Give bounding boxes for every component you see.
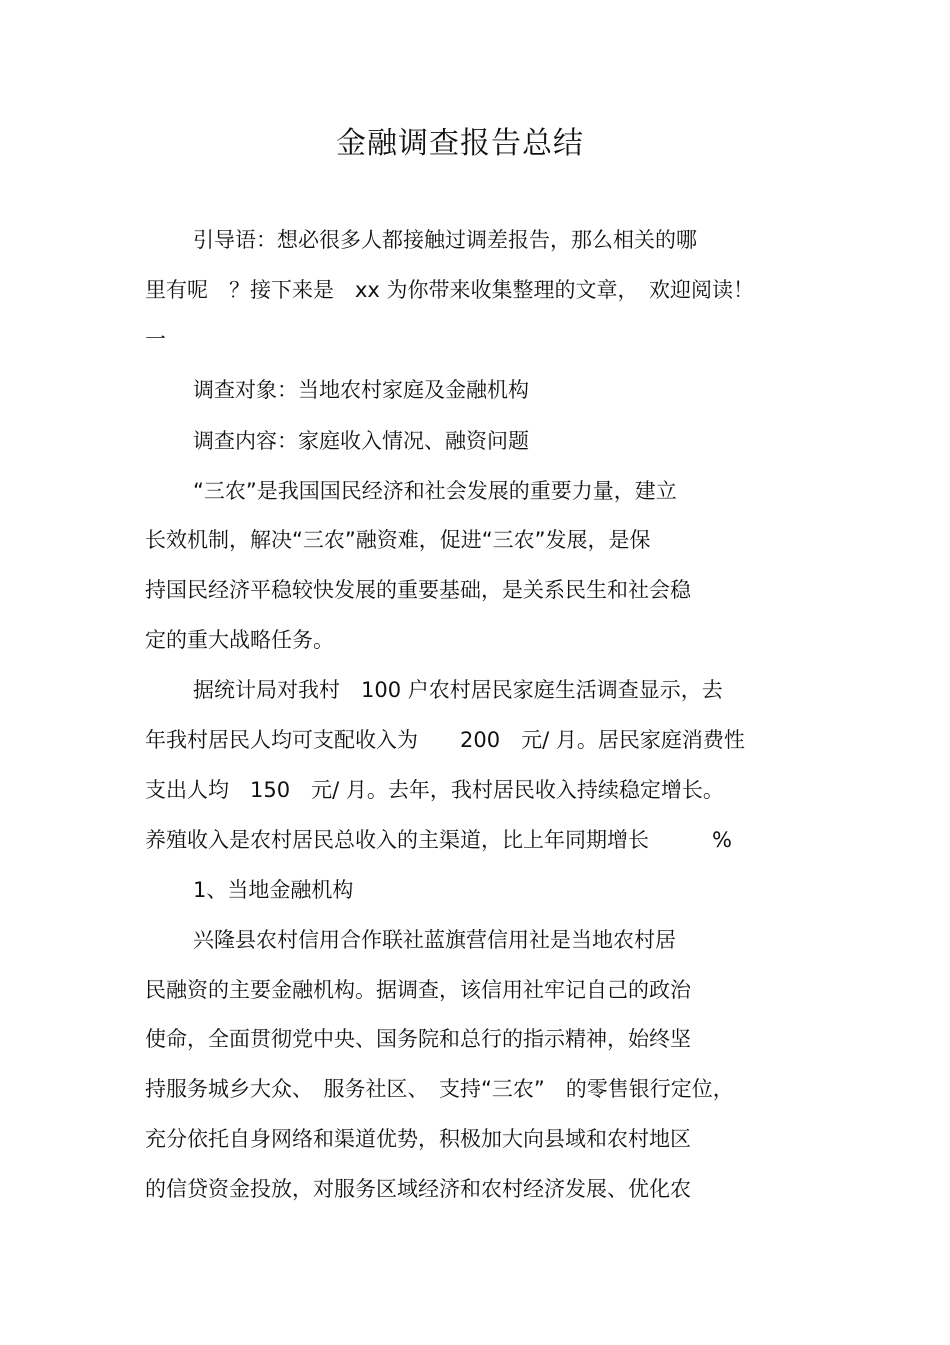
paragraph-1-line-2: 长效机制，解决“三农”融资难，促进“三农”发展，是保 [145,528,651,552]
survey-content-line: 调查内容：家庭收入情况、融资问题 [193,429,529,453]
page-title: 金融调查报告总结 [336,126,584,161]
section-heading-1: 1、当地金融机构 [193,878,354,902]
paragraph-3-line-2: 民融资的主要金融机构。据调查，该信用社牢记自己的政治 [145,978,691,1002]
paragraph-2-line-2: 年我村居民人均可支配收入为 200 元/ 月。居民家庭消费性 [145,728,745,752]
paragraph-1-line-4: 定的重大战略任务。 [145,628,334,652]
intro-line-1: 引导语：想必很多人都接触过调差报告，那么相关的哪 [193,228,697,252]
paragraph-3-line-3: 使命，全面贯彻党中央、国务院和总行的指示精神，始终坚 [145,1027,691,1051]
intro-line-2: 里有呢 ？接下来是 xx 为你带来收集整理的文章， 欢迎阅读！ [145,278,755,302]
paragraph-3-line-5: 充分依托自身网络和渠道优势，积极加大向县域和农村地区 [145,1127,691,1151]
paragraph-2-line-1: 据统计局对我村 100 户农村居民家庭生活调查显示，去 [193,678,723,702]
paragraph-1-line-3: 持国民经济平稳较快发展的重要基础，是关系民生和社会稳 [145,578,691,602]
survey-object-line: 调查对象：当地农村家庭及金融机构 [193,378,529,402]
paragraph-2-line-3: 支出人均 150 元/ 月。去年，我村居民收入持续稳定增长。 [145,778,724,802]
paragraph-2-line-4: 养殖收入是农村居民总收入的主渠道，比上年同期增长 % [145,828,732,852]
paragraph-3-line-1: 兴隆县农村信用合作联社蓝旗营信用社是当地农村居 [193,928,676,952]
paragraph-1-line-1: “三农”是我国国民经济和社会发展的重要力量，建立 [193,479,677,503]
paragraph-3-line-4: 持服务城乡大众、 服务社区、 支持“三农” 的零售银行定位， [145,1077,734,1101]
paragraph-3-line-6: 的信贷资金投放，对服务区域经济和农村经济发展、优化农 [145,1177,691,1201]
intro-line-3: 一 [145,327,166,351]
